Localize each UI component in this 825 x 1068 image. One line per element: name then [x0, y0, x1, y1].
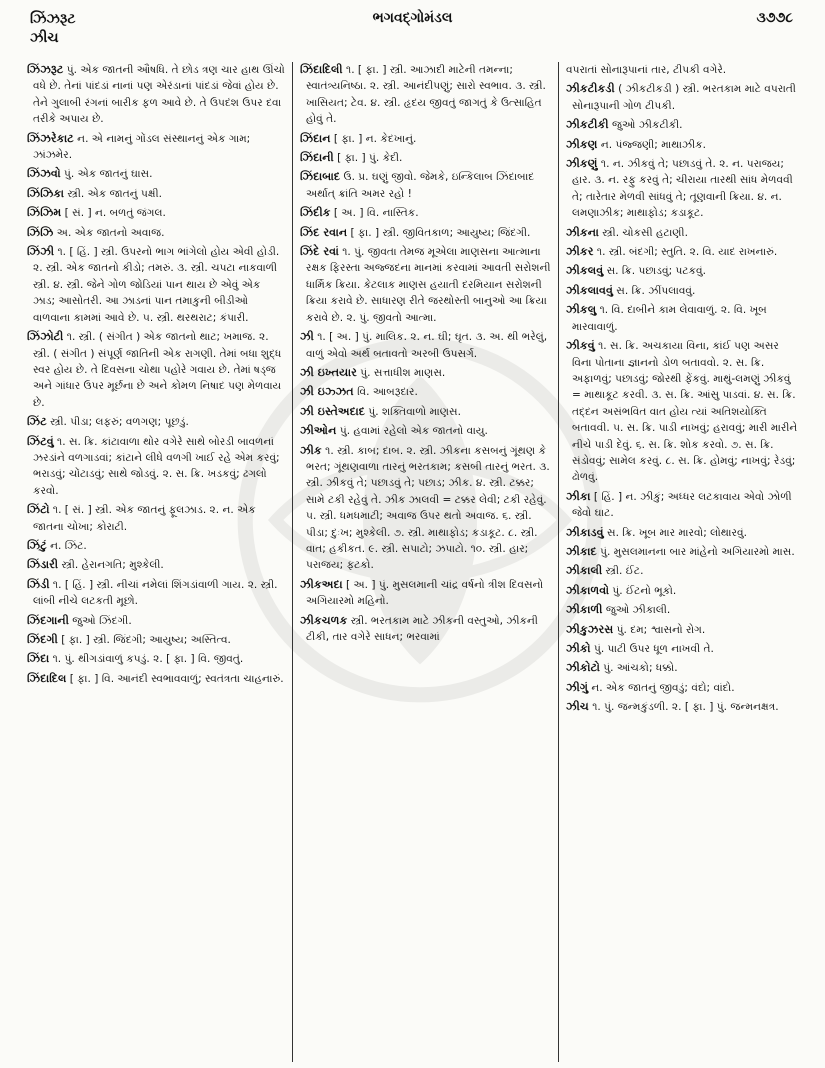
entry-headword: ઝી — [300, 330, 314, 344]
entry-headword: ઝિંદાન — [300, 131, 331, 145]
dictionary-entry — [27, 166, 285, 182]
entry-definition: [ ફા. ] વિ. આનંદી સ્વભાવવાળું; સ્વતંત્રતા ચાહનારું. — [66, 672, 284, 685]
dictionary-entry — [300, 62, 551, 128]
entry-headword: ઝિંદા — [27, 652, 50, 666]
dictionary-entry — [566, 622, 798, 638]
entry-headword: ઝિંદગાની — [27, 613, 69, 627]
entry-headword: ઝીક — [300, 443, 322, 457]
dictionary-entry — [27, 131, 285, 164]
entry-headword: ઝીકો — [566, 642, 591, 655]
entry-headword: ઝિંદીક — [300, 206, 331, 220]
entry-headword: ઝીઓન — [300, 424, 337, 438]
entry-headword: ઝિંઝરૂટ — [27, 63, 64, 76]
dictionary-entry — [27, 538, 285, 554]
entry-definition: સ્ત્રી. ભરતકામ માટે ઝીકની વસ્તુઓ, ઝીકની ટીકી, તાર વગેરે સાધન; ભરવામાં — [306, 614, 538, 643]
entry-headword: ઝિંટું — [27, 538, 47, 552]
entry-headword: ઝીકલવું — [566, 264, 604, 278]
dictionary-entry — [27, 557, 285, 573]
entry-headword: ઝી ઇઝ્ઝત — [300, 385, 354, 399]
entry-definition: ન. એ નામનું ગોંડલ સંસ્થાનનું એક ગામ; ઝાંઝમેર. — [33, 132, 251, 162]
dictionary-entry — [27, 632, 285, 648]
entry-definition: [ ફા. ] પું. કેદી. — [333, 152, 403, 165]
entry-definition: પું. પાટી ઉપર ધૂળ નાખવી તે. — [590, 643, 714, 655]
entry-definition: વિ. આબરૂદાર. — [353, 386, 418, 399]
dictionary-entry — [27, 502, 285, 535]
dictionary-entry — [566, 283, 798, 299]
dictionary-entry — [27, 577, 285, 610]
entry-headword: ઝિંઝિમ — [27, 206, 62, 220]
entry-headword: ઝિંદાદિલ — [27, 671, 67, 685]
dictionary-entry — [566, 62, 798, 78]
dictionary-columns — [20, 62, 809, 1062]
entry-definition: પું. મુસલમાનના બાર માંહેનો અગિયારમો માસ. — [596, 545, 795, 558]
dictionary-entry — [300, 205, 551, 221]
entry-headword: ઝિંદાદિલી — [300, 63, 343, 76]
entry-headword: ઝિંડી — [27, 577, 50, 591]
dictionary-entry — [566, 563, 798, 579]
page-header — [16, 8, 809, 60]
entry-headword: ઝીકાલી — [566, 564, 603, 578]
dictionary-entry — [27, 651, 285, 667]
entry-headword: ઝિંદે રવાં — [300, 245, 339, 259]
dictionary-entry — [566, 641, 798, 657]
dictionary-entry — [566, 583, 798, 599]
dictionary-entry — [27, 244, 285, 326]
entry-headword: ઝીકાદ — [566, 544, 597, 558]
page-title: ભગવદ્ગોમંડલ — [372, 10, 453, 26]
entry-definition: ૧. પું. જીવતા તેમજ મૂએલા માણસના આત્માના રક્ષક ફિરસ્તા અજ્જદના માનમાં કરવામાં આવતી સરોશની ધાર્મિક ક્રિયા. કેટલાક માણસ હયાતી દરમિયાન સરોશની ક્રિયા કરાવે છે. સાધારણ રીતે જરથોસ્તી બાનુઓ આ ક્રિયા કરાવે છે. ૨. પું. જીવતો આત્મા. — [306, 246, 551, 324]
entry-headword: ઝિંઝરેકાટ — [27, 131, 74, 145]
dictionary-entry — [566, 699, 798, 715]
entry-definition: સ. ક્રિ. ખૂબ માર મારવો; લોથારવું. — [603, 526, 747, 539]
entry-definition: ૧. સ્ત્રી. બંદગી; સ્તુતિ. ૨. વિ. યાદ રાખનારું. — [593, 246, 778, 259]
entry-headword: ઝીકઅદા — [300, 577, 343, 591]
entry-definition: પું. સત્તાધીશ માણસ. — [356, 366, 446, 379]
entry-definition: અ. એક જાતનો અવાજ. — [53, 226, 165, 239]
entry-definition: [ ફા. ] સ્ત્રી. જીવિતકાળ; આયુષ્ય; જિંદગી. — [347, 226, 531, 239]
entry-definition: ૧. [ હિં. ] સ્ત્રી. ઉપરનો ભાગ ભાંગેલો હોય એવી હોડી. ૨. સ્ત્રી. એક જાતનો કીડો; તમરું. ૩. સ્ત્રી. ચપટા નાકવાળી સ્ત્રી. ૪. સ્ત્રી. જેને ગોળ જોડિયાં પાન થાય છે એવું એક ઝાડ; આસોતરી. આ ઝાડનાં પાન તમાકુની બીડીઓ વાળવાના કામમાં આવે છે. ૫. સ્ત્રી. થરથરાટ; કંપારી. — [33, 246, 280, 324]
entry-headword: ઝીકચળક — [300, 613, 348, 627]
entry-definition: ૧. સ્ત્રી. કાબ; દાબ. ૨. સ્ત્રી. ઝીકના કસબનું ગૂંથણ કે ભરત; ગૂંથણવાળા તારનું ભરતકામ; કસબી તારનું ભરત. ૩. સ્ત્રી. ઝીકવું તે; પછાડવું તે; પછાડ; ઝીક. ૪. સ્ત્રી. ટક્કર; સામે ટકી રહેવું તે. ઝીક ઝાલવી = ટક્કર લેવી; ટકી રહેવું. ૫. સ્ત્રી. ધમધમાટી; અવાજ ઉપર થતો અવાજ. ૬. સ્ત્રી. પીડા; દુઃખ; મુશ્કેલી. ૭. સ્ત્રી. માથાફોડ; કડાકૂટ. ૮. સ્ત્રી. વાત; હકીકત. ૯. સ્ત્રી. સપાટો; ઝપાટો. ૧૦. સ્ત્રી. હાર; પરાજય; ફટકો. — [306, 444, 550, 572]
entry-definition: ન. પંજ્જણી; માથાઝીક. — [597, 138, 706, 151]
dictionary-entry — [566, 544, 798, 560]
dictionary-entry — [566, 489, 798, 522]
entry-definition: વપરાતાં સોનારૂપાનાં તાર, ટીપકી વગેરે. — [566, 64, 727, 76]
dictionary-entry — [27, 186, 285, 202]
dictionary-entry — [566, 156, 798, 222]
dictionary-entry — [566, 137, 798, 153]
dictionary-entry — [566, 263, 798, 279]
dictionary-entry — [300, 384, 551, 400]
entry-headword: ઝિંટો — [27, 503, 50, 517]
dictionary-entry — [300, 577, 551, 610]
entry-definition: ( ઝીકટીકડી ) સ્ત્રી. ભરતકામ માટે વપરાતી સોનારૂપાની ગોળ ટીપકી. — [572, 83, 796, 112]
dictionary-entry — [300, 423, 551, 439]
entry-headword: ઝિંડારી — [27, 558, 59, 572]
entry-definition: સ્ત્રી. એક જાતનું પક્ષી. — [64, 187, 162, 200]
entry-definition: [ ફા. ] સ્ત્રી. જિંદગી; આયુષ્ય; અસ્તિત્વ. — [57, 634, 231, 646]
entry-definition: ૧. [ અ. ] પું. માલિક. ૨. ન. ઘી; ઘૃત. ૩. અ. થી ભરેલું, વાળું એવો અર્થ બતાવતો અરબી ઉપસર્ગ. — [306, 331, 548, 360]
entry-definition: ૧. સ. ક્રિ. અચકાયા વિના, કાંઈ પણ અસર વિના પોતાના જ્ઞાનનો ડોળ બતાવવો. ૨. સ. ક્રિ. અફાળવું; પછાડવું; જોરથી ફેંકવું. માથું-લમણું ઝીકવું = માથાકૂટ કરવી. ૩. સ. ક્રિ. આંસુ પાડવાં. ૪. સ. ક્રિ. તદ્દન અસંભવિત વાત હોય ત્યાં અતિશયોક્તિ બતાવવી. ૫. સ. ક્રિ. પાડી નાખવું; હરાવવું; મારી મારીને નીચે પાડી દેવું. ૬. સ. ક્રિ. શોક કરવો. ૭. સ. ક્રિ. સંડોવવું; સામેલ કરવું. ૮. સ. ક્રિ. હોમવું; નાખવું; રેડવું; ઢોળવું. — [572, 340, 798, 484]
dictionary-entry — [27, 329, 285, 411]
dictionary-entry — [566, 338, 798, 486]
entry-definition: પું. એક જાતની ઔષધિ. તે છોડ ત્રણ ચાર હાથ ઊંચો વધે છે. તેનાં પાંદડાં નાનાં પણ એરંડાનાં પાંદડાં જેવાં હોય છે. તેને ગુલાબી રંગનાં બારીક ફળ આવે છે. તે ઉપદંશ ઉપર દવા તરીકે અપાય છે. — [33, 64, 285, 126]
entry-definition: [ હિં. ] ન. ઝીકું; અધ્ધર લટકાવાય એવો ઝોળી જેવો ઘાટ. — [572, 490, 792, 520]
entry-headword: ઝીકુઝરસ — [566, 622, 614, 636]
entry-headword: ઝી ઇખ્તયાર — [300, 365, 357, 379]
entry-headword: ઝીકા — [566, 489, 591, 503]
dictionary-entry — [566, 244, 798, 260]
entry-definition: ૧. [ સં. ] સ્ત્રી. એક જાતનું ફૂલઝાડ. ૨. ન. એક જાતના ચોખા; કોરાટી. — [33, 504, 256, 533]
entry-definition: ન. ઝિંટ. — [46, 539, 87, 552]
entry-headword: ઝિંટ — [27, 415, 47, 429]
entry-headword: ઝિંઝોટી — [27, 330, 64, 344]
dictionary-entry — [300, 244, 551, 326]
column-3 — [559, 62, 805, 1062]
entry-definition: સ. ક્રિ. ઝીંપલાવવું. — [612, 284, 696, 297]
guide-word-last: ઝીચ — [30, 30, 59, 46]
entry-headword: ઝિંદાબાદ — [300, 170, 341, 184]
entry-definition: ૧. પું. થીગડાંવાળું કપડું. ૨. [ ફા. ] વિ. જીવતું. — [49, 653, 244, 666]
dictionary-entry — [300, 443, 551, 574]
entry-definition: સ્ત્રી. ચોકસી હટાણી. — [598, 226, 688, 239]
entry-definition: સ. ક્રિ. પછાડવું; પટકવું. — [603, 265, 706, 278]
column-1 — [20, 62, 292, 1062]
entry-headword: ઝિંદ રવાન — [300, 225, 348, 239]
entry-definition: પું. આંચકો; ધક્કો. — [599, 662, 678, 675]
entry-headword: ઝિંદાની — [300, 151, 334, 165]
dictionary-entry — [300, 150, 551, 166]
dictionary-entry — [566, 680, 798, 696]
guide-word-first: ઝિંઝરૂટ — [30, 11, 76, 27]
dictionary-entry — [566, 225, 798, 241]
dictionary-entry — [300, 329, 551, 362]
entry-definition: જુઓ ઝીકટીકી. — [608, 119, 683, 132]
entry-headword: ઝીકણ — [566, 137, 598, 151]
entry-definition: ન. એક જાતનું જીવડું; વંદો; વાંદો. — [588, 681, 735, 694]
dictionary-entry — [566, 81, 798, 114]
dictionary-entry — [566, 602, 798, 618]
entry-definition: [ અ. ] પું. મુસલમાની ચાંદ્ર વર્ષનો ત્રીશ દિવસનો અગિયારમો મહિનો. — [306, 578, 544, 608]
entry-headword: ઝીકોટો — [566, 661, 600, 675]
entry-definition: જુઓ ઝીકાલી. — [602, 604, 671, 617]
entry-definition: ૧. [ હિં. ] સ્ત્રી. નીચાં નમેલાં શિંગડાંવાળી ગાય. ૨. સ્ત્રી. લાંબી નીચે લટકતી મૂછો. — [33, 578, 278, 608]
entry-definition: [ ફા. ] ન. કેદખાનું. — [330, 132, 417, 145]
entry-definition: ઉ. પ્ર. ઘણું જીવો. જેમકે, ઇન્કિલાબ ઝિંદાબાદ અર્થાત્ ક્રાંતિ અમર રહો ! — [306, 171, 535, 200]
entry-definition: પું. શક્તિવાળો માણસ. — [364, 405, 461, 418]
entry-headword: ઝીકવું — [566, 339, 595, 353]
entry-definition: [ સં. ] ન. બળતું જંગલ. — [61, 207, 166, 220]
entry-definition: ૧. સ. ક્રિ. કાંટાવાળા થોર વગેરે સાથે બોરડી બાવળનાં ઝરડાંને વળગાડવાં; કાંટાને લીધે વળગી ખાઈ રહે એમ કરવું; ભરાડવું; ચોંટાડવું; સાથે જોડવું. ૨. સ. ક્રિ. ખડકવું; ઢગલો કરવો. — [33, 435, 280, 497]
entry-headword: ઝીકટીકી — [566, 118, 609, 132]
page-number: ૩૭૭૮ — [756, 10, 793, 26]
entry-definition: ૧. વિ. દાબીને કામ લેવાવાળું. ૨. વિ. ખૂબ મારવાવાળું. — [572, 304, 767, 333]
entry-headword: ઝિંદગી — [27, 633, 58, 646]
entry-definition: [ અ. ] વિ. નાસ્તિક. — [330, 207, 419, 220]
dictionary-entry — [566, 525, 798, 541]
dictionary-entry — [300, 613, 551, 646]
entry-definition: પું. એક જાતનું ઘાસ. — [60, 168, 153, 181]
dictionary-entry — [27, 205, 285, 221]
dictionary-entry — [27, 225, 285, 241]
entry-headword: ઝીકાળવો — [566, 583, 610, 597]
dictionary-entry — [27, 434, 285, 500]
column-2 — [293, 62, 558, 1062]
entry-headword: ઝીકર — [566, 245, 594, 259]
entry-headword: ઝીકટીકડી — [566, 82, 615, 96]
entry-headword: ઝીચ — [566, 700, 589, 714]
entry-headword: ઝીગું — [566, 680, 589, 694]
entry-headword: ઝિંઝિ — [27, 225, 54, 239]
entry-definition: જુઓ ઝિંદગી. — [68, 614, 132, 627]
entry-headword: ઝીકાડવું — [566, 525, 604, 539]
entry-headword: ઝી ઇસ્તેઅદાદ — [300, 404, 365, 418]
entry-definition: પું. દમ; શ્વાસનો રોગ. — [613, 623, 706, 636]
entry-definition: સ્ત્રી. પીડા; લફરું; વળગણ; પૂછડું. — [46, 416, 189, 429]
entry-definition: પું. હવામાં રહેલો એક જાતનો વાયુ. — [336, 425, 488, 438]
entry-headword: ઝિંઝિકા — [27, 186, 65, 200]
dictionary-entry — [566, 117, 798, 133]
dictionary-entry — [300, 365, 551, 381]
dictionary-entry — [300, 225, 551, 241]
dictionary-entry — [300, 404, 551, 420]
entry-definition: પું. ઈંટનો ભૂકો. — [609, 584, 677, 597]
dictionary-entry — [300, 169, 551, 202]
entry-definition: સ્ત્રી. હેરાનગતિ; મુશ્કેલી. — [58, 559, 164, 572]
entry-definition: સ્ત્રી. ઈંટ. — [602, 565, 644, 578]
entry-definition: ૧. [ ફા. ] સ્ત્રી. આઝાદી માટેની તમન્ના; સ્વાતંત્ર્યનિષ્ઠા. ૨. સ્ત્રી. આનંદીપણું; સારો સ્વભાવ. ૩. સ્ત્રી. ખાસિયત; ટેવ. ૪. સ્ત્રી. હૃદય જીવતું જાગતું કે ઉત્સાહિત હોવું તે. — [306, 64, 546, 126]
entry-headword: ઝીકલુ — [566, 303, 597, 317]
entry-definition: ૧. સ્ત્રી. ( સંગીત ) એક જાતનો થાટ; ખમાજ. ૨. સ્ત્રી. ( સંગીત ) સંપૂર્ણ જાતિની એક રાગણી. તેમાં બધા શુદ્ધ સ્વર હોય છે. તે દિવસના ચોથા પહોરે ગવાય છે. તેમાં ષડ્જ અને ગાંધાર ઉપર મૂર્છના છે અને કોમળ નિષાદ પણ મેળવાય છે. — [33, 331, 282, 409]
dictionary-entry — [27, 613, 285, 629]
dictionary-entry — [300, 131, 551, 147]
entry-headword: ઝીકણું — [566, 157, 598, 171]
entry-headword: ઝિંઝી — [27, 245, 55, 259]
entry-headword: ઝીકાળી — [566, 603, 603, 617]
entry-headword: ઝીકના — [566, 225, 599, 239]
entry-headword: ઝિંટવું — [27, 434, 54, 448]
entry-headword: ઝિંઝવો — [27, 167, 61, 181]
dictionary-entry — [27, 414, 285, 430]
dictionary-entry — [27, 671, 285, 687]
entry-definition: ૧. ન. ઝીકવું તે; પછાડવું તે. ૨. ન. પરાજય; હાર. ૩. ન. રફુ કરવું તે; ચીરાયા તારથી સાંધ મેળવવી તે; તારેતાર મેળવી સાંધવું તે; તૂણવાની ક્રિયા. ૪. ન. લમણાઝીક; માથાફોડ; કડાકૂટ. — [572, 158, 793, 220]
entry-definition: ૧. પું. જન્મકુંડળી. ૨. [ ફા. ] પું. જન્મનક્ષત્ર. — [588, 701, 779, 714]
dictionary-entry — [566, 302, 798, 335]
dictionary-entry — [27, 62, 285, 128]
dictionary-entry — [566, 660, 798, 676]
entry-headword: ઝીકલાવવું — [566, 283, 613, 297]
